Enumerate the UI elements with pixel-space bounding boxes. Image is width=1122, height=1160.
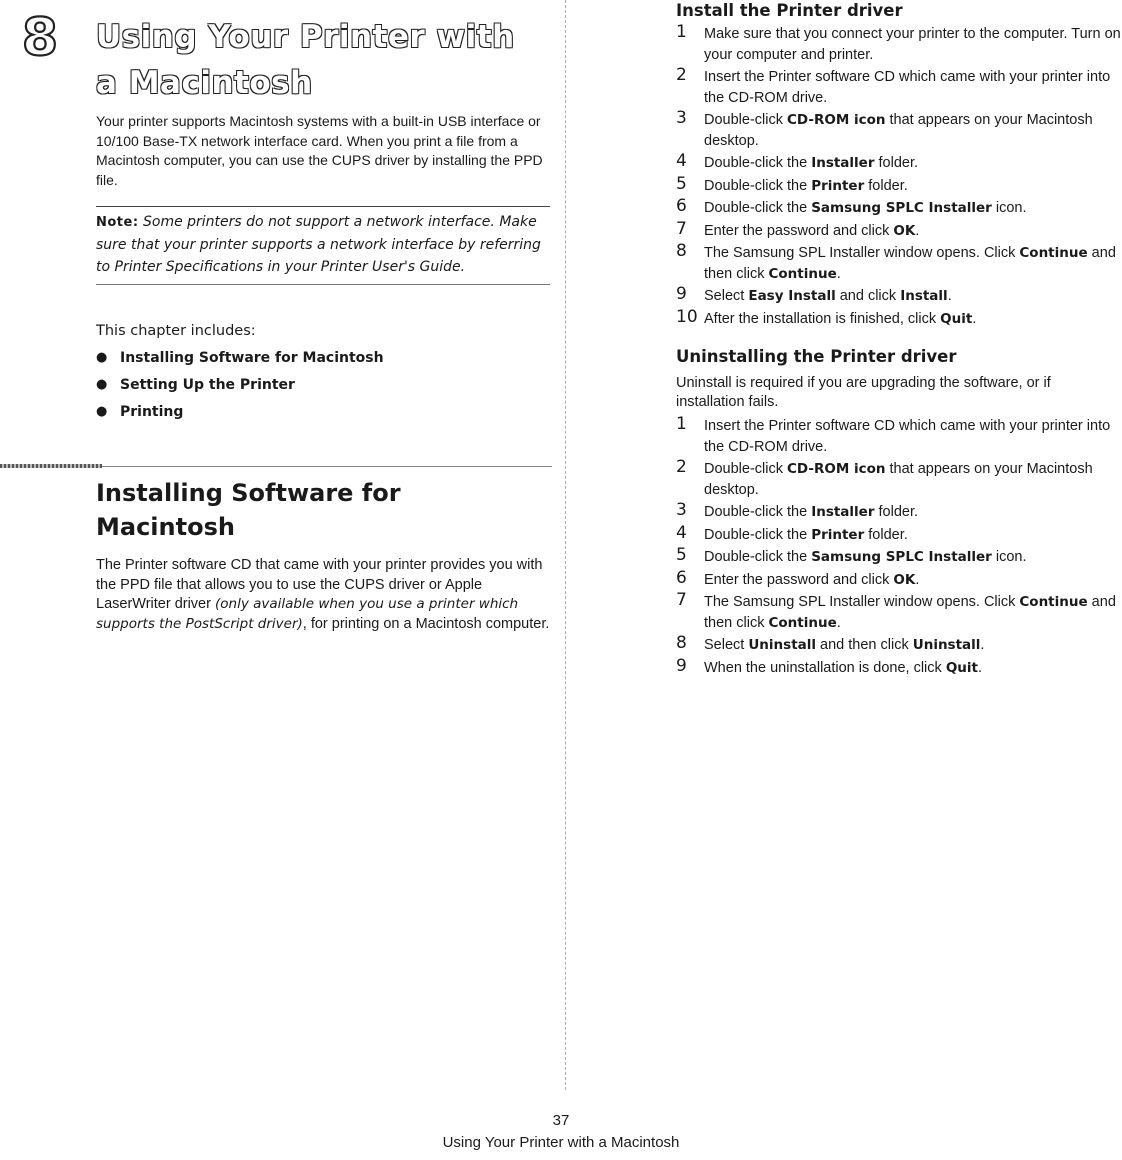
step-text: Select <box>704 637 749 653</box>
step-ui-label: Uninstall <box>912 637 981 653</box>
step-text: Double-click the <box>704 177 812 194</box>
step-ui-label: OK <box>893 222 916 239</box>
step-text: icon. <box>991 549 1027 565</box>
step-number: 9 <box>676 655 687 676</box>
install-steps-list <box>676 24 1122 329</box>
bullet-icon: ● <box>96 350 108 365</box>
step-number: 3 <box>676 500 687 520</box>
step-item <box>676 459 1122 500</box>
uninstall-steps-list <box>676 416 1122 678</box>
step-number: 6 <box>676 567 687 588</box>
step-number: 7 <box>676 590 687 610</box>
step-text: . <box>836 265 841 282</box>
step-text: When the uninstallation is done, click <box>704 659 946 676</box>
chapter-includes-label: This chapter includes: <box>96 323 256 339</box>
step-number: 4 <box>676 522 687 543</box>
step-ui-label: Printer <box>811 526 865 543</box>
step-text: Double-click the <box>704 504 812 520</box>
step-text: folder. <box>864 526 908 543</box>
step-item <box>676 567 1122 591</box>
section-heading: Installing Software for Macintosh <box>96 479 401 541</box>
step-item <box>676 416 1122 457</box>
section-body-text: The Printer software CD that came with your printer provides you with the PPD file that allows you to use the CUPS driver or Apple LaserWriter driver <box>96 557 543 612</box>
note-paragraph <box>96 211 550 278</box>
step-ui-label: CD-ROM icon <box>787 112 886 128</box>
step-text: that appears on your Macintosh desktop. <box>704 112 1093 149</box>
step-text: . <box>980 637 985 653</box>
step-item <box>676 655 1122 679</box>
step-text: Insert the Printer software CD which came with your printer into the CD-ROM drive. <box>704 69 1111 106</box>
toc-link-setting-up-printer[interactable]: Setting Up the Printer <box>120 377 295 393</box>
uninstall-intro: Uninstall is required if you are upgrading the software, or if installation fails. <box>676 375 1051 410</box>
section-body-paragraph <box>96 556 551 634</box>
chapter-title <box>96 14 546 106</box>
step-ui-label: Quit <box>940 310 973 327</box>
step-text: Insert the Printer software CD which came with your printer into the CD-ROM drive. <box>704 418 1111 455</box>
step-ui-label: Samsung SPLC Installer <box>811 549 992 565</box>
step-text: . <box>947 288 952 304</box>
step-text: and then click <box>704 594 1116 631</box>
step-item <box>676 286 1122 307</box>
chapter-number: 8 <box>21 8 59 68</box>
step-item <box>676 24 1122 65</box>
step-ui-label: Continue <box>768 265 837 282</box>
step-item <box>676 110 1122 151</box>
step-number: 5 <box>676 545 687 565</box>
step-text: Make sure that you connect your printer to the computer. Turn on your computer and printer. <box>704 26 1121 63</box>
step-number: 7 <box>676 218 687 239</box>
step-number: 2 <box>676 457 687 477</box>
step-text: . <box>836 614 841 631</box>
step-ui-label: Installer <box>811 155 875 171</box>
chapter-number-graphic <box>18 8 78 68</box>
intro-paragraph: Your printer supports Macintosh systems with a built-in USB interface or 10/100 Base-TX network interface card. When you print a file from a Macintosh computer, you can use the CUPS driver by installing the PPD file. <box>96 113 543 188</box>
step-item <box>676 218 1122 242</box>
section-divider-pattern <box>0 464 102 468</box>
section-body-italic: (only available when you use a printer which supports the PostScript driver) <box>96 596 519 632</box>
step-text: folder. <box>874 155 919 171</box>
step-ui-label: OK <box>893 571 916 588</box>
step-text: Double-click the <box>704 549 812 565</box>
step-text: and click <box>835 288 901 304</box>
section-body-text-end: , for printing on a Macintosh computer. <box>302 615 550 632</box>
step-ui-label: Install <box>900 288 948 304</box>
step-text: icon. <box>991 200 1027 216</box>
step-text: and then click <box>816 637 913 653</box>
step-item <box>676 502 1122 523</box>
list-item[interactable] <box>96 347 516 374</box>
section-divider <box>0 464 552 468</box>
step-item <box>676 592 1122 633</box>
chapter-contents-list <box>96 347 516 428</box>
step-ui-label: Continue <box>768 614 837 631</box>
step-number: 8 <box>676 633 687 653</box>
step-number: 4 <box>676 151 687 171</box>
bullet-icon: ● <box>96 377 108 392</box>
step-number: 6 <box>676 196 687 216</box>
step-text: . <box>915 571 920 588</box>
step-number: 3 <box>676 108 687 128</box>
step-number: 8 <box>676 241 687 261</box>
step-text: Enter the password and click <box>704 222 894 239</box>
step-item <box>676 243 1122 284</box>
step-text: folder. <box>864 177 908 194</box>
list-item[interactable] <box>96 401 516 428</box>
page-number: 37 <box>552 1112 570 1129</box>
step-ui-label: Samsung SPLC Installer <box>811 200 992 216</box>
step-number: 10 <box>676 306 698 327</box>
step-item <box>676 198 1122 219</box>
step-ui-label: CD-ROM icon <box>787 461 886 477</box>
note-box <box>96 206 550 285</box>
running-title: Using Your Printer with a Macintosh <box>442 1134 680 1151</box>
step-text: and then click <box>704 245 1116 282</box>
step-text: . <box>915 222 920 239</box>
step-text: After the installation is finished, click <box>704 310 941 327</box>
column-divider <box>565 0 566 1090</box>
step-text: The Samsung SPL Installer window opens. Click <box>704 594 1020 610</box>
step-text: . <box>972 310 977 327</box>
step-text: . <box>977 659 983 676</box>
step-item <box>676 67 1122 108</box>
step-text: folder. <box>874 504 919 520</box>
step-ui-label: Easy Install <box>748 288 836 304</box>
step-text: Double-click the <box>704 526 812 543</box>
chapter-title-line-1: Using Your Printer with <box>96 19 515 55</box>
toc-link-printing[interactable]: Printing <box>120 404 184 420</box>
step-item <box>676 635 1122 656</box>
step-ui-label: Printer <box>811 177 865 194</box>
step-item <box>676 306 1122 330</box>
step-text: Double-click <box>704 461 787 477</box>
uninstall-heading: Uninstalling the Printer driver <box>676 347 957 366</box>
step-text: Select <box>704 288 749 304</box>
section-divider-line <box>102 466 552 467</box>
note-text: Some printers do not support a network interface. Make sure that your printer supports a network interface by referring to Printer Specifications in your Printer User's Guide. <box>96 214 541 275</box>
step-ui-label: Uninstall <box>748 637 817 653</box>
step-item <box>676 547 1122 568</box>
step-number: 1 <box>676 414 687 434</box>
chapter-title-line-2: a Macintosh <box>96 65 313 101</box>
page-footer <box>0 1110 1122 1154</box>
step-ui-label: Installer <box>811 504 875 520</box>
step-number: 9 <box>676 284 687 304</box>
step-ui-label: Continue <box>1019 245 1088 261</box>
note-label: Note: <box>96 215 139 230</box>
list-item[interactable] <box>96 374 516 401</box>
step-text: Double-click the <box>704 155 812 171</box>
step-item <box>676 522 1122 546</box>
install-heading: Install the Printer driver <box>676 1 903 20</box>
bullet-icon: ● <box>96 404 108 419</box>
step-number: 1 <box>676 22 687 42</box>
step-ui-label: Quit <box>945 659 978 676</box>
step-text: Double-click <box>704 112 787 128</box>
step-text: Enter the password and click <box>704 571 894 588</box>
uninstall-section <box>676 346 1122 680</box>
step-number: 5 <box>676 173 687 194</box>
step-ui-label: Continue <box>1019 594 1088 610</box>
step-item <box>676 173 1122 197</box>
toc-link-installing-software[interactable]: Installing Software for Macintosh <box>120 350 384 366</box>
step-item <box>676 153 1122 174</box>
install-section <box>676 0 1122 331</box>
step-text: The Samsung SPL Installer window opens. Click <box>704 245 1020 261</box>
step-text: Double-click the <box>704 200 812 216</box>
step-text: that appears on your Macintosh desktop. <box>704 461 1093 498</box>
step-number: 2 <box>676 65 687 85</box>
